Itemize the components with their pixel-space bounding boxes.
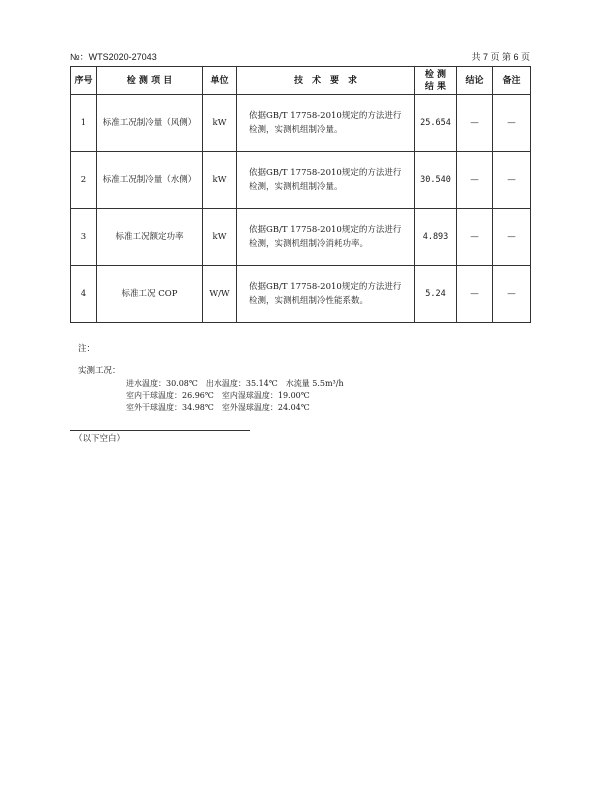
header-result: 检 测 结 果 xyxy=(415,67,457,95)
row-requirement: 依据GB/T 17758-2010规定的方法进行检测，实测机组制冷量。 xyxy=(237,95,415,152)
row-remark: — xyxy=(493,209,531,266)
table-row xyxy=(71,266,531,323)
test-results-table xyxy=(70,66,531,323)
row-item: 标准工况制冷量（风侧） xyxy=(97,95,203,152)
row-requirement: 依据GB/T 17758-2010规定的方法进行检测，实测机组制冷量。 xyxy=(237,152,415,209)
table-row xyxy=(71,152,531,209)
header-remark: 备注 xyxy=(493,67,531,95)
notes-label: 注： xyxy=(78,344,96,354)
row-conclusion: — xyxy=(457,209,493,266)
row-remark: — xyxy=(493,266,531,323)
row-result: 30.540 xyxy=(415,152,457,209)
row-unit: kW xyxy=(203,95,237,152)
condition-line: 进水温度：30.08℃ 出水温度：35.14℃ 水流量 5.5m³/h xyxy=(126,379,344,388)
row-no: 4 xyxy=(71,266,97,323)
row-conclusion: — xyxy=(457,95,493,152)
conditions-label: 实测工况： xyxy=(78,366,121,376)
condition-line: 室内干球温度：26.96℃ 室内湿球温度：19.00℃ xyxy=(126,391,310,400)
row-no: 3 xyxy=(71,209,97,266)
header-unit: 单位 xyxy=(203,67,237,95)
table-row xyxy=(71,95,531,152)
row-no: 2 xyxy=(71,152,97,209)
row-no: 1 xyxy=(71,95,97,152)
page-info: 共 7 页 第 6 页 xyxy=(471,52,530,62)
row-item: 标准工况制冷量（水侧） xyxy=(97,152,203,209)
row-item: 标准工况 COP xyxy=(97,266,203,323)
divider-line xyxy=(70,430,250,431)
row-remark: — xyxy=(493,152,531,209)
table-row xyxy=(71,209,531,266)
row-unit: kW xyxy=(203,209,237,266)
row-result: 5.24 xyxy=(415,266,457,323)
page-header xyxy=(70,50,530,64)
blank-below-text: （以下空白） xyxy=(74,434,126,444)
row-conclusion: — xyxy=(457,152,493,209)
row-requirement: 依据GB/T 17758-2010规定的方法进行检测，实测机组制冷性能系数。 xyxy=(237,266,415,323)
header-no: 序号 xyxy=(71,67,97,95)
header-conclusion: 结论 xyxy=(457,67,493,95)
row-unit: W/W xyxy=(203,266,237,323)
row-result: 4.893 xyxy=(415,209,457,266)
report-number: №：WTS2020-27043 xyxy=(70,52,157,62)
row-unit: kW xyxy=(203,152,237,209)
conditions-list xyxy=(126,378,344,414)
header-requirement: 技 术 要 求 xyxy=(237,67,415,95)
row-remark: — xyxy=(493,95,531,152)
row-item: 标准工况额定功率 xyxy=(97,209,203,266)
row-conclusion: — xyxy=(457,266,493,323)
row-requirement: 依据GB/T 17758-2010规定的方法进行检测，实测机组制冷消耗功率。 xyxy=(237,209,415,266)
condition-line: 室外干球温度：34.98℃ 室外湿球温度：24.04℃ xyxy=(126,403,310,412)
row-result: 25.654 xyxy=(415,95,457,152)
table-header-row xyxy=(71,67,531,95)
header-item: 检 测 项 目 xyxy=(97,67,203,95)
